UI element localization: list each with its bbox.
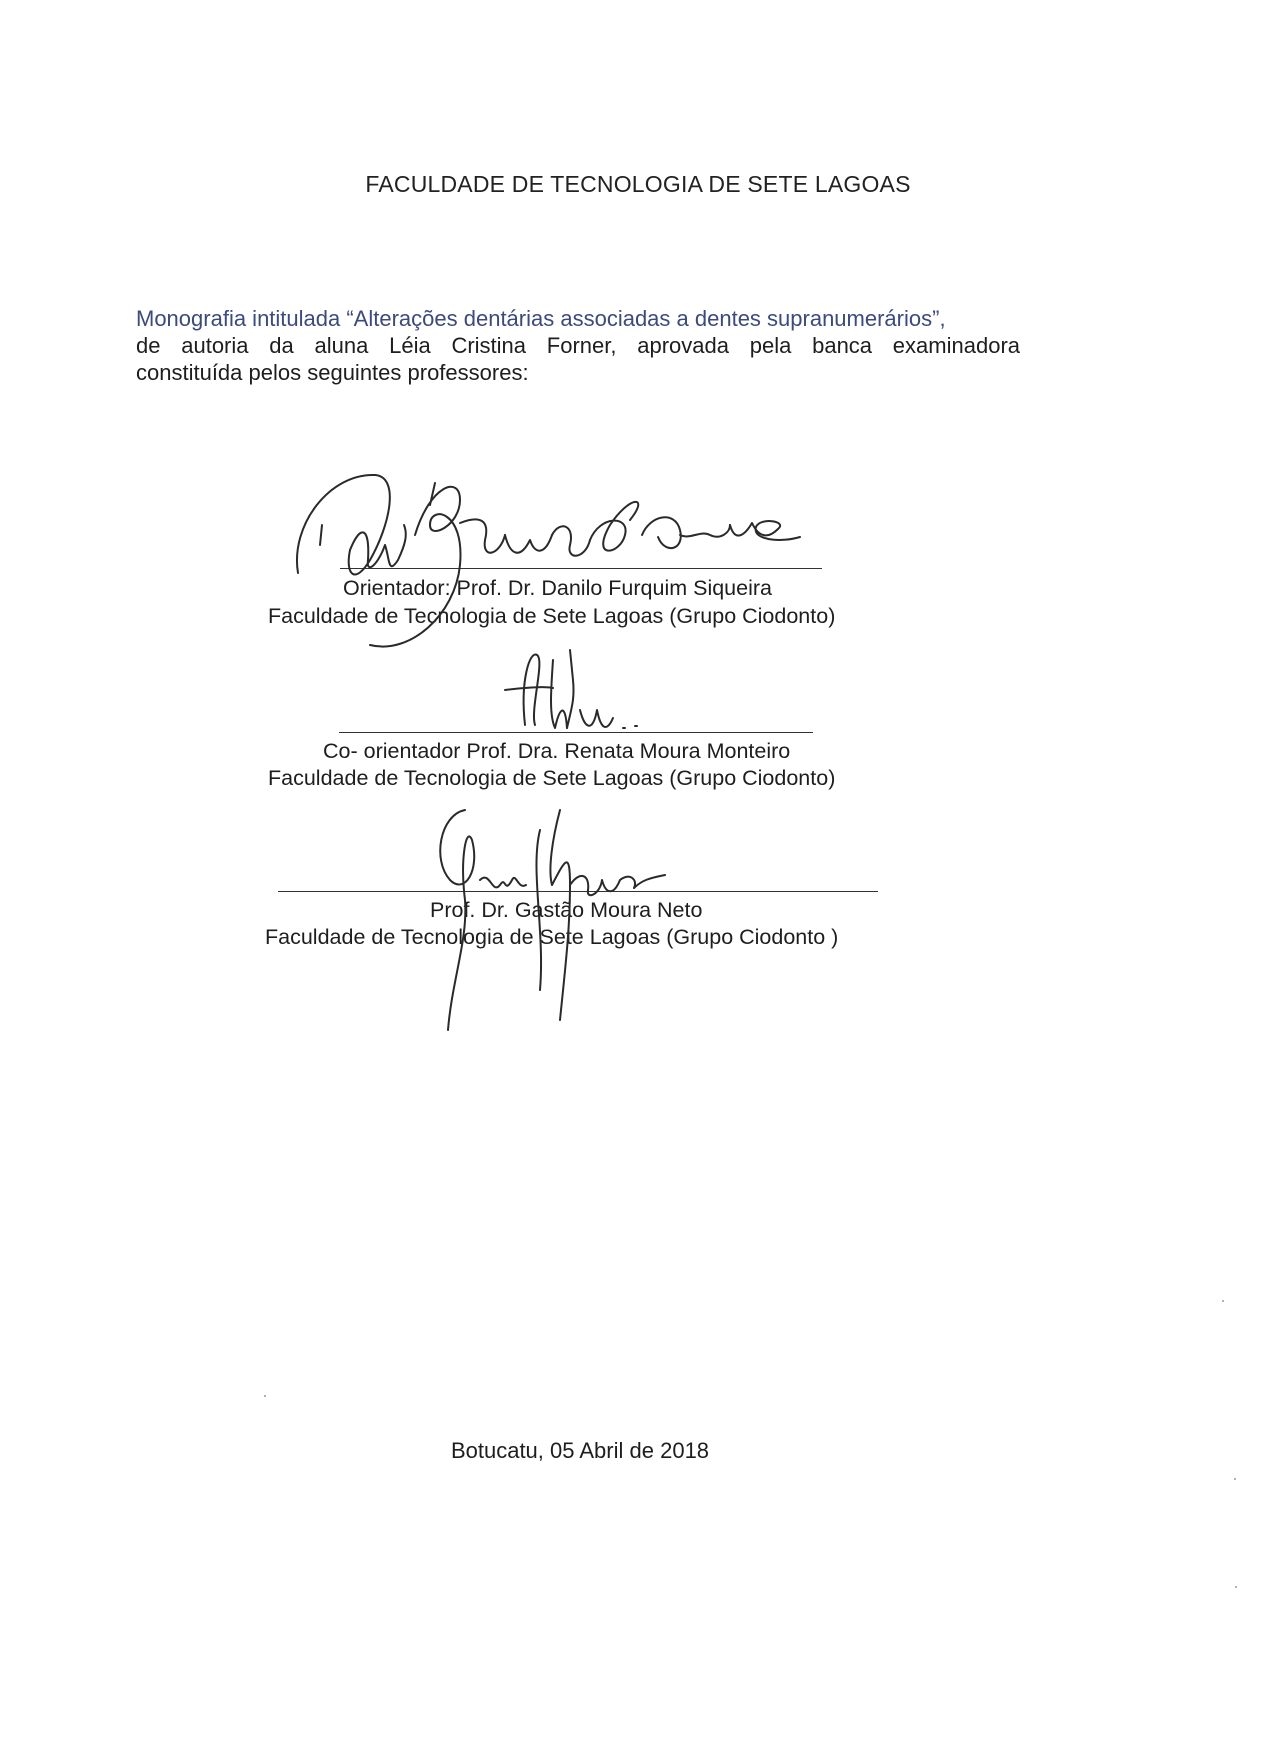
coadvisor-signature (475, 640, 675, 760)
approval-statement (136, 305, 1020, 386)
scan-speck (1222, 1300, 1224, 1302)
examiner-signature (420, 800, 740, 1030)
scan-speck (1234, 1478, 1236, 1480)
advisor-name: Orientador: Prof. Dr. Danilo Furquim Siqueira (343, 576, 772, 600)
statement-line-2: de autoria da aluna Léia Cristina Forner, aprovada pela banca examinadora (136, 333, 1020, 358)
coadvisor-institution: Faculdade de Tecnologia de Sete Lagoas (Grupo Ciodonto) (268, 766, 836, 790)
scan-speck (264, 1395, 266, 1397)
statement-line-1: Monografia intitulada “Alterações dentárias associadas a dentes supranumerários”, (136, 306, 946, 331)
advisor-signature (290, 465, 810, 665)
examiner-institution: Faculdade de Tecnologia de Sete Lagoas (Grupo Ciodonto ) (265, 925, 839, 949)
place-and-date: Botucatu, 05 Abril de 2018 (450, 1438, 710, 1463)
advisor-institution: Faculdade de Tecnologia de Sete Lagoas (Grupo Ciodonto) (268, 604, 836, 628)
examiner-name: Prof. Dr. Gastão Moura Neto (430, 898, 703, 922)
statement-line-3: constituída pelos seguintes professores: (136, 360, 529, 385)
institution-heading: FACULDADE DE TECNOLOGIA DE SETE LAGOAS (365, 171, 911, 197)
scan-speck (1235, 1586, 1237, 1588)
coadvisor-name: Co- orientador Prof. Dra. Renata Moura Monteiro (323, 739, 791, 763)
